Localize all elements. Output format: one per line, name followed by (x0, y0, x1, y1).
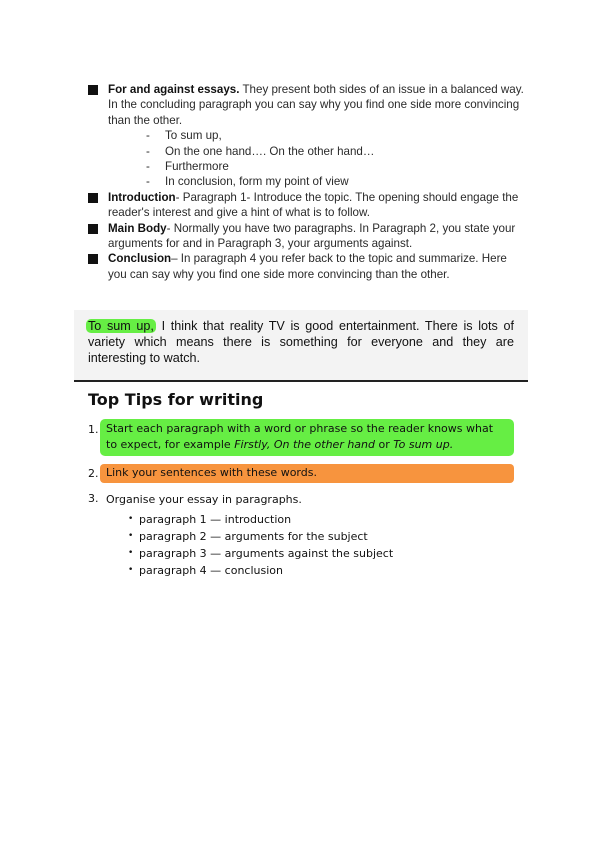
essay-part-text: - Normally you have two paragraphs. In Paragraph 2, you state your arguments for and in Paragraph 3, your arguments against. (108, 221, 516, 251)
bullet-icon: • (128, 548, 134, 558)
tip-item (88, 464, 518, 483)
example-words: To sum up. (393, 438, 454, 451)
example-paragraph (74, 310, 528, 382)
dash-icon: - (146, 160, 150, 174)
essay-part-title: Main Body (108, 221, 167, 235)
phrase-list (108, 128, 528, 190)
example-words: Firstly, On the other hand (234, 438, 376, 451)
highlighted-phrase: To sum up, (88, 319, 154, 333)
tip-text-highlighted: Link your sentences with these words. (100, 464, 514, 483)
essay-types-section (88, 82, 528, 282)
essay-part-introduction (88, 190, 528, 221)
essay-part-title: Introduction (108, 190, 176, 204)
essay-part-conclusion (88, 251, 528, 282)
tip-item (88, 419, 518, 456)
essay-part-text: - Paragraph 1- Introduce the topic. The opening should engage the reader's interest and give a hint of what is to follow. (108, 190, 519, 220)
square-bullet-icon (88, 224, 98, 234)
tip-item (88, 491, 518, 579)
square-bullet-icon (88, 193, 98, 203)
top-tips-heading: Top Tips for writing (88, 390, 264, 409)
phrase-item: - To sum up, (146, 129, 222, 143)
tip-text: Organise your essay in paragraphs. (106, 493, 302, 506)
dash-icon: - (146, 129, 150, 143)
essay-type-for-against (88, 82, 528, 190)
bullet-icon: • (128, 514, 134, 524)
example-text (88, 318, 514, 366)
essay-part-main-body (88, 221, 528, 252)
essay-type-text: They present both sides of an issue in a balanced way. In the concluding paragraph you can say why you find one side more convincing than the other. (108, 83, 524, 127)
phrase-item: - Furthermore (146, 160, 229, 174)
dash-icon: - (146, 144, 150, 158)
essay-part-text: – In paragraph 4 you refer back to the topic and summarize. Here you can say why you find one side more convincing than the other. (108, 252, 507, 281)
phrase-item: - In conclusion, form my point of view (146, 175, 349, 189)
tip-number: 1. (88, 423, 99, 436)
tip-number: 2. (88, 467, 99, 480)
tip-number: 3. (88, 492, 99, 505)
list-item: • paragraph 2 — arguments for the subject (128, 530, 368, 543)
square-bullet-icon (88, 85, 98, 95)
bullet-icon: • (128, 565, 134, 575)
essay-part-title: Conclusion (108, 252, 172, 266)
dash-icon: - (146, 175, 150, 189)
phrase-item: - On the one hand…. On the other hand… (146, 144, 375, 158)
bullet-icon: • (128, 531, 134, 541)
tip-text-highlighted: Start each paragraph with a word or phrase so the reader knows what to expect, for example Firstly, On the other hand or To sum up. (100, 419, 514, 456)
example-body: I think that reality TV is good entertainment. There is lots of variety which means there is something for everyone and they are interesting to watch. (88, 319, 514, 365)
paragraph-plan-list (88, 511, 518, 579)
top-tips-section (88, 390, 518, 587)
list-item: • paragraph 1 — introduction (128, 513, 292, 526)
list-item: • paragraph 3 — arguments against the subject (128, 547, 394, 560)
essay-type-title: For and against essays. (108, 83, 240, 96)
square-bullet-icon (88, 254, 98, 264)
list-item: • paragraph 4 — conclusion (128, 564, 283, 577)
